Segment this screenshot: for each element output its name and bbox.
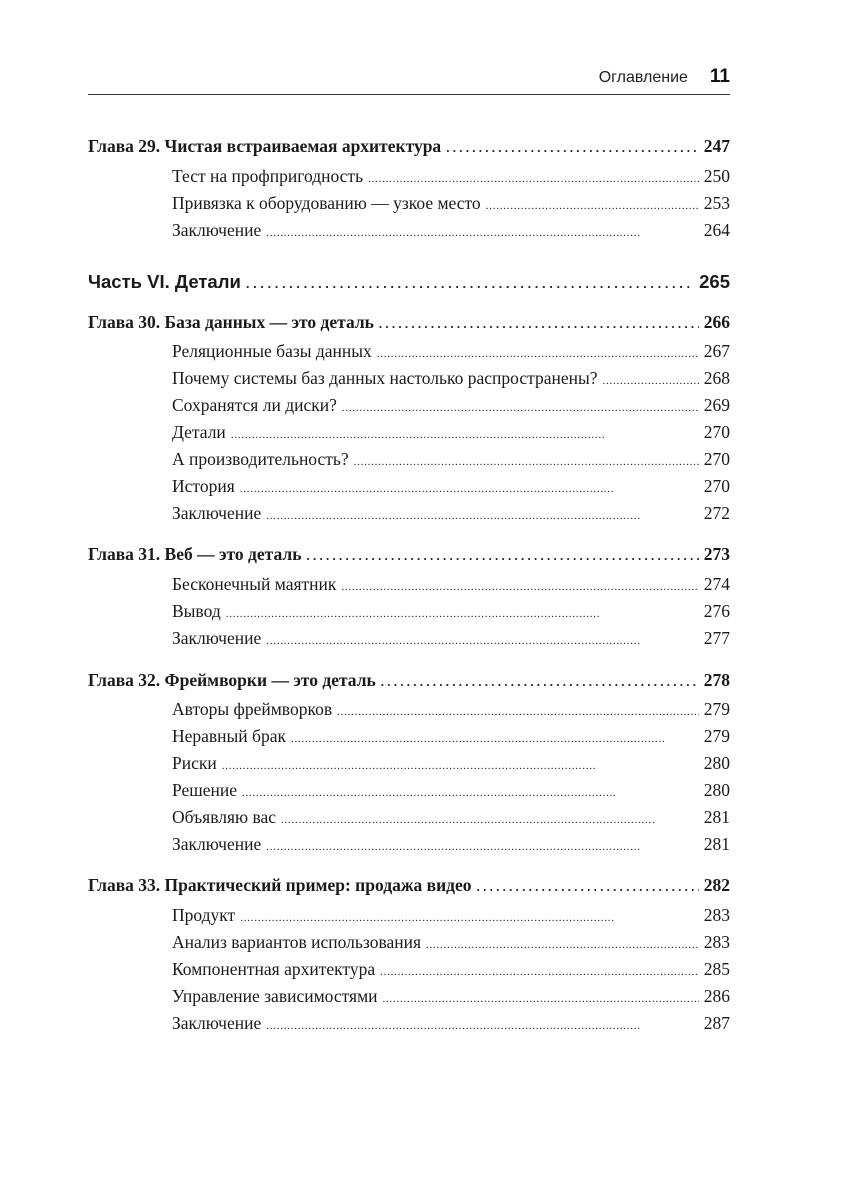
dot-leader [266,503,699,524]
toc-entry-title: Вывод [172,601,221,621]
toc-entry-title: Часть VI. Детали [88,271,241,292]
toc-entry-page: 278 [703,670,730,690]
toc-section[interactable] [172,193,730,219]
toc-entry-title: Заключение [172,1013,262,1033]
toc-entry-page: 273 [703,544,730,564]
dot-leader [222,753,699,774]
dot-leader [354,449,699,470]
dot-leader [246,271,694,293]
toc-section[interactable] [172,834,730,860]
toc-chapter-32[interactable] [88,670,730,696]
toc-entry-title: Неравный брак [172,726,286,746]
dot-leader [379,312,699,333]
running-header [88,66,730,95]
toc-entry-page: 270 [703,476,730,496]
toc-entry-title: Объявляю вас [172,807,277,827]
toc-section[interactable] [172,503,730,529]
toc-entry-page: 276 [703,601,730,621]
toc-entry-title: Бесконечный маятник [172,574,337,594]
dot-leader [383,986,699,1007]
toc-entry-page: 270 [703,449,730,469]
toc-entry-title: Глава 30. База данных — это деталь [88,312,374,332]
toc-section[interactable] [172,601,730,627]
dot-leader [380,959,699,980]
dot-leader [266,628,699,649]
dot-leader [240,476,699,497]
toc-entry-title: Привязка к оборудованию — узкое место [172,193,481,213]
toc-section[interactable] [172,780,730,806]
dot-leader [240,905,699,926]
toc-section[interactable] [172,476,730,502]
toc-entry-page: 264 [703,220,730,240]
toc-entry-title: Глава 29. Чистая встраиваемая архитектура [88,136,442,156]
toc-entry-title: Тест на профпригодность [172,166,364,186]
toc-section[interactable] [172,395,730,421]
toc-entry-page: 268 [703,368,730,388]
toc-section[interactable] [172,220,730,246]
dot-leader [266,1013,699,1034]
toc-entry-title: Решение [172,780,238,800]
toc-entry-page: 283 [703,905,730,925]
toc-entry-title: Детали [172,422,226,442]
page-number: 11 [709,66,730,87]
dot-leader [337,699,699,720]
toc-section[interactable] [172,166,730,192]
toc-section[interactable] [172,932,730,958]
toc-section[interactable] [172,986,730,1012]
toc-entry-title: Глава 31. Веб — это деталь [88,544,302,564]
toc-section[interactable] [172,1013,730,1039]
toc-entry-title: Компонентная архитектура [172,959,376,979]
toc-section[interactable] [172,807,730,833]
toc-chapter-30[interactable] [88,312,730,338]
toc-section[interactable] [172,574,730,600]
toc-entry-title: Авторы фреймворков [172,699,333,719]
toc-entry-title: Заключение [172,503,262,523]
toc-entry-title: Почему системы баз данных настолько распространены? [172,368,598,388]
toc-entry-title: Заключение [172,628,262,648]
toc-entry-page: 280 [703,780,730,800]
dot-leader [291,726,699,747]
dot-leader [281,807,699,828]
running-header-title: Оглавление [598,69,688,86]
dot-leader [266,220,699,241]
toc-entry-page: 272 [703,503,730,523]
dot-leader [426,932,699,953]
toc-entry-title: Продукт [172,905,236,925]
dot-leader [306,544,698,565]
toc-entry-title: Сохранятся ли диски? [172,395,337,415]
toc-entry-page: 279 [703,699,730,719]
dot-leader [266,834,699,855]
dot-leader [342,395,699,416]
toc-chapter-31[interactable] [88,544,730,570]
dot-leader [446,136,699,157]
toc-section[interactable] [172,422,730,448]
toc-entry-page: 282 [703,875,730,895]
toc-entry-title: Глава 33. Практический пример: продажа видео [88,875,472,895]
dot-leader [242,780,699,801]
toc-chapter-29[interactable] [88,136,730,162]
toc-entry-page: 270 [703,422,730,442]
dot-leader [381,670,699,691]
toc-entry-page: 283 [703,932,730,952]
toc-section[interactable] [172,628,730,654]
toc-entry-title: Глава 32. Фреймворки — это деталь [88,670,376,690]
toc-section[interactable] [172,959,730,985]
toc-entry-page: 253 [703,193,730,213]
toc-entry-page: 266 [703,312,730,332]
toc-entry-page: 281 [703,807,730,827]
toc-entry-page: 286 [703,986,730,1006]
toc-entry-page: 250 [703,166,730,186]
dot-leader [477,875,699,896]
toc-entry-title: Управление зависимостями [172,986,378,1006]
dot-leader [603,368,699,389]
toc-entry-title: Анализ вариантов использования [172,932,422,952]
dot-leader [486,193,699,214]
dot-leader [377,341,699,362]
toc-entry-page: 287 [703,1013,730,1033]
toc-section[interactable] [172,699,730,725]
toc-entry-page: 280 [703,753,730,773]
toc-entry-page: 279 [703,726,730,746]
toc-entry-title: Заключение [172,220,262,240]
toc-entry-title: Риски [172,753,217,773]
toc-entry-page: 265 [699,271,730,292]
toc-entry-page: 269 [703,395,730,415]
dot-leader [341,574,698,595]
toc-entry-title: Реляционные базы данных [172,341,372,361]
toc-entry-title: История [172,476,235,496]
toc-entry-page: 274 [703,574,730,594]
dot-leader [231,422,699,443]
toc-chapter-33[interactable] [88,875,730,901]
dot-leader [226,601,699,622]
toc-entry-page: 277 [703,628,730,648]
toc-entry-page: 267 [703,341,730,361]
toc-section[interactable] [172,449,730,475]
toc-part-6[interactable] [88,271,730,297]
toc-entry-page: 285 [703,959,730,979]
toc-section[interactable] [172,341,730,367]
toc-entry-page: 281 [703,834,730,854]
toc-section[interactable] [172,753,730,779]
toc-section[interactable] [172,368,730,394]
toc-entry-page: 247 [703,136,730,156]
toc-entry-title: А производительность? [172,449,349,469]
toc-section[interactable] [172,726,730,752]
toc-entry-title: Заключение [172,834,262,854]
toc-section[interactable] [172,905,730,931]
dot-leader [368,166,699,187]
